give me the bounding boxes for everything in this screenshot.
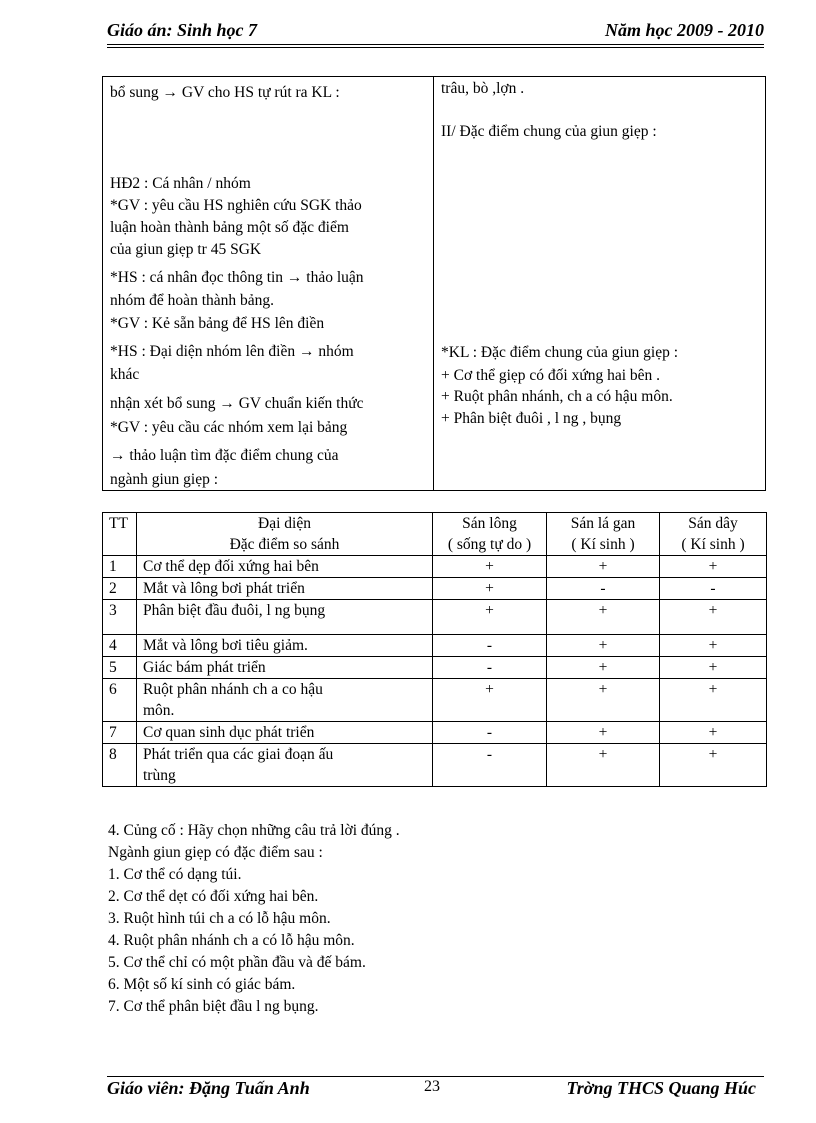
page-header <box>107 14 764 50</box>
answer-option: 4. Ruột phân nhánh ch a có lỗ hậu môn. <box>108 932 355 949</box>
content-line: trâu, bò ,lợn . <box>441 80 525 97</box>
row-number: 7 <box>103 722 137 744</box>
answer-option: 5. Cơ thể chỉ có một phần đầu và đế bám. <box>108 954 366 971</box>
cell-san-la-gan: + <box>547 635 660 657</box>
consolidation-heading: 4. Củng cố : Hãy chọn những câu trả lời đúng . <box>108 822 400 839</box>
conclusion-line: + Cơ thể giẹp có đối xứng hai bên . <box>441 367 661 384</box>
answer-option: 7. Cơ thể phân biệt đầu l ng bụng. <box>108 998 319 1015</box>
header-rule <box>107 47 764 48</box>
cell-san-la-gan: + <box>547 679 660 722</box>
footer-school: Trờng THCS Quang Húc <box>566 1078 756 1098</box>
page-footer <box>107 1070 764 1100</box>
table-row <box>103 635 767 657</box>
row-feature-line: Phát triển qua các giai đoạn ấu <box>143 746 334 763</box>
header-san-day <box>660 513 767 556</box>
consolidation-prompt: Ngành giun giẹp có đặc điểm sau : <box>108 844 323 861</box>
header-san-la-gan-note: ( Kí sinh ) <box>571 536 635 553</box>
row-feature-line: trùng <box>143 767 176 784</box>
cell-san-long: - <box>433 744 547 787</box>
header-rule <box>107 44 764 45</box>
header-san-la-gan <box>547 513 660 556</box>
conclusion-line: + Phân biệt đuôi , l ng , bụng <box>441 410 622 427</box>
teacher-activity-line: *GV : yêu cầu HS nghiên cứu SGK thảo <box>110 197 362 214</box>
row-feature-line: Ruột phân nhánh ch a co hậu <box>143 681 323 698</box>
answer-option: 6. Một số kí sinh có giác bám. <box>108 976 296 993</box>
page-number: 23 <box>424 1078 440 1095</box>
table-row <box>103 722 767 744</box>
header-compared-traits: Đặc điểm so sánh <box>229 536 340 553</box>
header-san-day-name: Sán dây <box>688 515 738 532</box>
row-feature <box>137 679 433 722</box>
row-number: 2 <box>103 578 137 600</box>
cell-san-la-gan: + <box>547 600 660 635</box>
cell-san-long: + <box>433 679 547 722</box>
table-row <box>103 600 767 635</box>
cell-san-long: + <box>433 556 547 578</box>
cell-san-long: + <box>433 578 547 600</box>
column-divider <box>433 77 434 490</box>
cell-san-long: - <box>433 722 547 744</box>
teacher-activity-line: luận hoàn thành bảng một số đặc điểm <box>110 219 349 236</box>
row-feature: Cơ quan sinh dục phát triển <box>137 722 433 744</box>
cell-san-la-gan: + <box>547 556 660 578</box>
cell-san-la-gan: - <box>547 578 660 600</box>
table-header-row <box>103 513 767 556</box>
section-heading: II/ Đặc điểm chung của giun giẹp : <box>441 123 657 140</box>
conclusion-line: + Ruột phân nhánh, ch a có hậu môn. <box>441 388 673 405</box>
row-number: 4 <box>103 635 137 657</box>
teacher-activity-line: nhóm để hoàn thành bảng. <box>110 292 275 309</box>
table-row <box>103 556 767 578</box>
row-number: 6 <box>103 679 137 722</box>
row-feature: Mắt và lông bơi phát triển <box>137 578 433 600</box>
cell-san-day: + <box>660 744 767 787</box>
header-san-day-note: ( Kí sinh ) <box>681 536 745 553</box>
answer-option: 1. Cơ thể có dạng túi. <box>108 866 242 883</box>
cell-san-day: + <box>660 556 767 578</box>
cell-san-day: + <box>660 600 767 635</box>
header-feature <box>137 513 433 556</box>
table-row <box>103 657 767 679</box>
teacher-activity-line: của giun giẹp tr 45 SGK <box>110 241 262 258</box>
cell-san-la-gan: + <box>547 722 660 744</box>
teacher-activity-line: *GV : yêu cầu các nhóm xem lại bảng <box>110 419 348 436</box>
teacher-activity-line: → thảo luận tìm đặc điểm chung của <box>110 447 339 464</box>
teacher-activity-line: HĐ2 : Cá nhân / nhóm <box>110 175 251 192</box>
header-san-long-name: Sán lông <box>462 515 517 532</box>
answer-option: 3. Ruột hình túi ch a có lỗ hậu môn. <box>108 910 331 927</box>
teacher-activity-line: *GV : Kẻ sẵn bảng để HS lên điền <box>110 315 325 332</box>
row-number: 1 <box>103 556 137 578</box>
row-feature-line: môn. <box>143 702 175 719</box>
teacher-activity-line: bổ sung → GV cho HS tự rút ra KL : <box>110 84 340 101</box>
row-feature: Phân biệt đầu đuôi, l ng bụng <box>137 600 433 635</box>
cell-san-la-gan: + <box>547 744 660 787</box>
comparison-table <box>102 512 767 787</box>
teacher-activity-line: ngành giun giẹp : <box>110 471 219 488</box>
header-san-long <box>433 513 547 556</box>
row-feature <box>137 744 433 787</box>
cell-san-long: - <box>433 635 547 657</box>
answer-option: 2. Cơ thể dẹt có đối xứng hai bên. <box>108 888 319 905</box>
header-subject: Giáo án: Sinh học 7 <box>107 20 258 40</box>
header-san-la-gan-name: Sán lá gan <box>570 515 636 532</box>
row-number: 8 <box>103 744 137 787</box>
cell-san-long: - <box>433 657 547 679</box>
cell-san-day: + <box>660 635 767 657</box>
header-san-long-note: ( sống tự do ) <box>447 536 532 553</box>
header-school-year: Năm học 2009 - 2010 <box>605 20 764 40</box>
cell-san-la-gan: + <box>547 657 660 679</box>
cell-san-long: + <box>433 600 547 635</box>
cell-san-day: - <box>660 578 767 600</box>
row-feature: Mắt và lông bơi tiêu giảm. <box>137 635 433 657</box>
teacher-activity-line: nhận xét bổ sung → GV chuẩn kiến thức <box>110 395 364 412</box>
teacher-activity-line: *HS : Đại diện nhóm lên điền → nhóm <box>110 343 354 360</box>
row-number: 3 <box>103 600 137 635</box>
cell-san-day: + <box>660 657 767 679</box>
activity-table <box>102 76 766 491</box>
footer-rule <box>107 1076 764 1077</box>
teacher-activity-line: *HS : cá nhân đọc thông tin → thảo luận <box>110 269 364 286</box>
header-representative: Đại diện <box>258 515 311 532</box>
row-feature: Cơ thể dẹp đối xứng hai bên <box>137 556 433 578</box>
conclusion-heading: *KL : Đặc điểm chung của giun giẹp : <box>441 344 679 361</box>
consolidation-section <box>108 820 400 1018</box>
footer-teacher: Giáo viên: Đặng Tuấn Anh <box>107 1078 310 1098</box>
teacher-activity-line: khác <box>110 366 140 383</box>
header-tt: TT <box>103 513 137 556</box>
table-row <box>103 744 767 787</box>
cell-san-day: + <box>660 679 767 722</box>
cell-san-day: + <box>660 722 767 744</box>
row-feature: Giác bám phát triển <box>137 657 433 679</box>
table-row <box>103 578 767 600</box>
row-number: 5 <box>103 657 137 679</box>
table-row <box>103 679 767 722</box>
